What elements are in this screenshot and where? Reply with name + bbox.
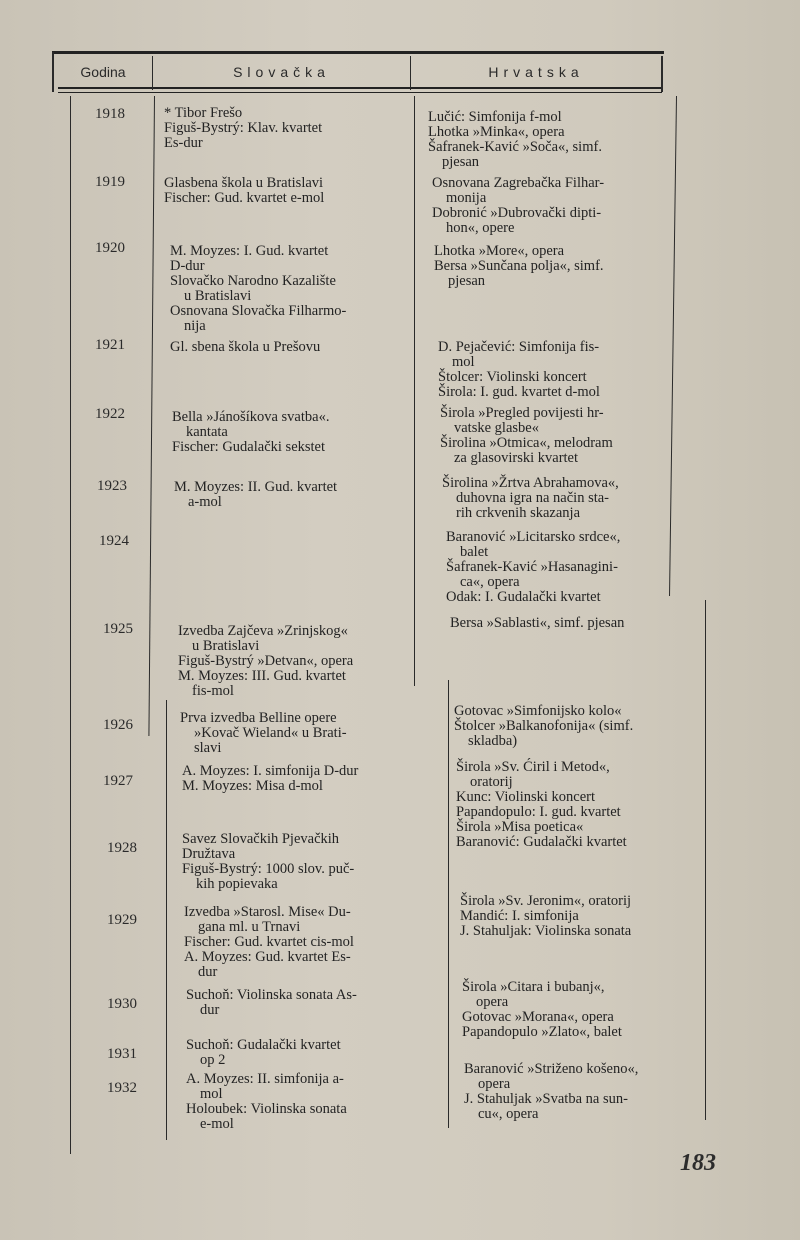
- entry-line: Savez Slovačkih Pjevačkih: [182, 831, 340, 847]
- entry-line: M. Moyzes: Misa d-mol: [182, 778, 323, 794]
- slovak-entry-1928: [182, 832, 432, 892]
- entry-line: Šafranek-Kavić »Soča«, simf.: [428, 139, 602, 155]
- body-slovak-divider-lower: [448, 680, 449, 1128]
- entry-line: Družtava: [182, 846, 236, 862]
- entry-line: e-mol: [200, 1116, 234, 1132]
- header-slovacka: Slovačka: [233, 64, 330, 80]
- entry-line: op 2: [200, 1052, 226, 1068]
- year-1928: 1928: [107, 840, 137, 856]
- slovak-entry-1921: [170, 340, 420, 355]
- entry-line: Fischer: Gud. kvartet e-mol: [164, 190, 325, 206]
- year-1931: 1931: [107, 1046, 137, 1062]
- croatian-entry-1920: [434, 244, 694, 289]
- entry-line: Širolina »Žrtva Abrahamova«,: [442, 475, 619, 491]
- entry-line: balet: [460, 544, 489, 560]
- entry-line: Figuš-Bystrý: Klav. kvartet: [164, 120, 323, 136]
- year-1921: 1921: [95, 337, 125, 353]
- year-1923: 1923: [97, 478, 127, 494]
- entry-line: Osnovana Zagrebačka Filhar-: [432, 175, 605, 191]
- entry-line: Osnovana Slovačka Filharmo-: [170, 303, 347, 319]
- table-top-rule: [52, 51, 664, 54]
- year-1929: 1929: [107, 912, 137, 928]
- entry-line: pjesan: [442, 154, 480, 170]
- croatian-entry-1927: [456, 760, 716, 850]
- entry-line: D-dur: [170, 258, 205, 274]
- entry-line: za glasovirski kvartet: [454, 450, 579, 466]
- entry-line: ca«, opera: [460, 574, 520, 590]
- entry-line: vatske glasbe«: [454, 420, 539, 436]
- slovak-entry-1923: [174, 480, 424, 510]
- entry-line: skladba): [468, 733, 518, 749]
- entry-line: Širolina »Otmica«, melodram: [440, 435, 613, 451]
- croatian-entry-1919: [432, 176, 692, 236]
- entry-line: Kunc: Violinski koncert: [456, 789, 596, 805]
- slovak-entry-1930: [186, 988, 436, 1018]
- entry-line: fis-mol: [192, 683, 234, 699]
- croatian-entry-1929: [460, 894, 720, 939]
- entry-line: A. Moyzes: II. simfonija a-: [186, 1071, 344, 1087]
- entry-line: u Bratislavi: [184, 288, 252, 304]
- slovak-entry-1931: [186, 1038, 436, 1068]
- croatian-entry-1923: [442, 476, 702, 521]
- croatian-entry-1924: [446, 530, 706, 605]
- entry-line: M. Moyzes: III. Gud. kvartet: [178, 668, 346, 684]
- entry-line: J. Stahuljak »Svatba na sun-: [464, 1091, 628, 1107]
- entry-line: kih popievaka: [196, 876, 278, 892]
- body-slovak-divider: [414, 96, 415, 686]
- entry-line: D. Pejačević: Simfonija fis-: [438, 339, 600, 355]
- entry-line: a-mol: [188, 494, 222, 510]
- entry-line: dur: [198, 964, 218, 980]
- entry-line: * Tibor Frešo: [164, 105, 243, 121]
- entry-line: Šafranek-Kavić »Hasanagini-: [446, 559, 618, 575]
- entry-line: Suchoň: Violinska sonata As-: [186, 987, 357, 1003]
- year-1922: 1922: [95, 406, 125, 422]
- entry-line: kantata: [186, 424, 228, 440]
- entry-line: opera: [478, 1076, 511, 1092]
- entry-line: Baranović »Licitarsko srdce«,: [446, 529, 621, 545]
- croatian-entry-1930: [462, 980, 722, 1040]
- entry-line: monija: [446, 190, 487, 206]
- entry-line: hon«, opere: [446, 220, 515, 236]
- year-1930: 1930: [107, 996, 137, 1012]
- entry-line: oratorij: [470, 774, 513, 790]
- page-number: 183: [680, 1150, 716, 1176]
- entry-line: nija: [184, 318, 206, 334]
- year-1918: 1918: [95, 106, 125, 122]
- entry-line: opera: [476, 994, 509, 1010]
- entry-line: Bersa »Sablasti«, simf. pjesan: [450, 615, 625, 631]
- entry-line: Es-dur: [164, 135, 203, 151]
- header-hrvatska: Hrvatska: [488, 64, 584, 80]
- entry-line: Gotovac »Morana«, opera: [462, 1009, 614, 1025]
- body-year-divider-lower: [166, 700, 167, 1140]
- entry-line: u Bratislavi: [192, 638, 260, 654]
- entry-line: Bella »Jánošíkova svatba«.: [172, 409, 330, 425]
- entry-line: Širola »Misa poetica«: [456, 819, 584, 835]
- entry-line: A. Moyzes: Gud. kvartet Es-: [184, 949, 351, 965]
- entry-line: A. Moyzes: I. simfonija D-dur: [182, 763, 359, 779]
- entry-line: Slovačko Narodno Kazalište: [170, 273, 336, 289]
- year-1919: 1919: [95, 174, 125, 190]
- entry-line: Širola »Sv. Ćiril i Metod«,: [456, 759, 610, 775]
- entry-line: Gotovac »Simfonijsko kolo«: [454, 703, 622, 719]
- slovak-entry-1922: [172, 410, 422, 455]
- year-1924: 1924: [99, 533, 129, 549]
- slovak-entry-1920: [170, 244, 420, 334]
- entry-line: M. Moyzes: II. Gud. kvartet: [174, 479, 338, 495]
- entry-line: cu«, opera: [478, 1106, 539, 1122]
- entry-line: rih crkvenih skazanja: [456, 505, 581, 521]
- entry-line: gana ml. u Trnavi: [198, 919, 301, 935]
- header-bottom-rule: [58, 87, 662, 89]
- entry-line: Papandopulo: I. gud. kvartet: [456, 804, 621, 820]
- entry-line: Prva izvedba Belline opere: [180, 710, 337, 726]
- body-right-border-lower: [705, 600, 706, 1120]
- entry-line: Figuš-Bystrý »Detvan«, opera: [178, 653, 354, 669]
- year-1927: 1927: [103, 773, 133, 789]
- entry-line: Fischer: Gud. kvartet cis-mol: [184, 934, 354, 950]
- entry-line: slavi: [194, 740, 222, 756]
- slovak-entry-1918: [164, 106, 414, 151]
- table-right-border: [661, 56, 663, 92]
- slovak-entry-1919: [164, 176, 414, 206]
- entry-line: Baranović: Gudalački kvartet: [456, 834, 627, 850]
- entry-line: Širola: I. gud. kvartet d-mol: [438, 384, 600, 400]
- entry-line: Bersa »Sunčana polja«, simf.: [434, 258, 604, 274]
- entry-line: »Kovač Wieland« u Brati-: [194, 725, 347, 741]
- header-godina: Godina: [80, 64, 126, 80]
- entry-line: Gl. sbena škola u Prešovu: [170, 339, 321, 355]
- year-1920: 1920: [95, 240, 125, 256]
- croatian-entry-1926: [454, 704, 714, 749]
- entry-line: Suchoň: Gudalački kvartet: [186, 1037, 341, 1053]
- entry-line: Izvedba »Starosl. Mise« Du-: [184, 904, 351, 920]
- entry-line: M. Moyzes: I. Gud. kvartet: [170, 243, 329, 259]
- entry-line: Širola »Pregled povijesti hr-: [440, 405, 604, 421]
- entry-line: Mandić: I. simfonija: [460, 908, 579, 924]
- entry-line: Figuš-Bystrý: 1000 slov. puč-: [182, 861, 355, 877]
- entry-line: mol: [452, 354, 475, 370]
- slovak-entry-1925: [178, 624, 428, 699]
- year-1925: 1925: [103, 621, 133, 637]
- entry-line: Baranović »Striženo košeno«,: [464, 1061, 639, 1077]
- entry-line: Dobronić »Dubrovački dipti-: [432, 205, 602, 221]
- entry-line: Širola »Citara i bubanj«,: [462, 979, 605, 995]
- croatian-entry-1921: [438, 340, 698, 400]
- year-1932: 1932: [107, 1080, 137, 1096]
- slovak-entry-1929: [184, 905, 434, 980]
- entry-line: pjesan: [448, 273, 486, 289]
- entry-line: Odak: I. Gudalački kvartet: [446, 589, 601, 605]
- entry-line: Širola »Sv. Jeronim«, oratorij: [460, 893, 632, 909]
- entry-line: Fischer: Gudalački sekstet: [172, 439, 326, 455]
- croatian-entry-1918: [428, 110, 688, 170]
- entry-line: Glasbena škola u Bratislavi: [164, 175, 324, 191]
- slovak-entry-1926: [180, 711, 430, 756]
- entry-line: Izvedba Zajčeva »Zrinjskog«: [178, 623, 348, 639]
- entry-line: Papandopulo »Zlato«, balet: [462, 1024, 622, 1040]
- slovak-entry-1932: [186, 1072, 436, 1132]
- entry-line: Lhotka »More«, opera: [434, 243, 565, 259]
- croatian-entry-1922: [440, 406, 700, 466]
- entry-line: Holoubek: Violinska sonata: [186, 1101, 347, 1117]
- entry-line: Lučić: Simfonija f-mol: [428, 109, 562, 125]
- slovak-entry-1927: [182, 764, 432, 794]
- year-1926: 1926: [103, 717, 133, 733]
- entry-line: Lhotka »Minka«, opera: [428, 124, 565, 140]
- entry-line: J. Stahuljak: Violinska sonata: [460, 923, 632, 939]
- entry-line: dur: [200, 1002, 220, 1018]
- entry-line: mol: [200, 1086, 223, 1102]
- header-bottom-rule-2: [58, 92, 662, 93]
- entry-line: Štolcer »Balkanofonija« (simf.: [454, 718, 634, 734]
- entry-line: duhovna igra na način sta-: [456, 490, 610, 506]
- croatian-entry-1931: [464, 1062, 724, 1122]
- croatian-entry-1925: [450, 616, 710, 631]
- entry-line: Štolcer: Violinski koncert: [438, 369, 587, 385]
